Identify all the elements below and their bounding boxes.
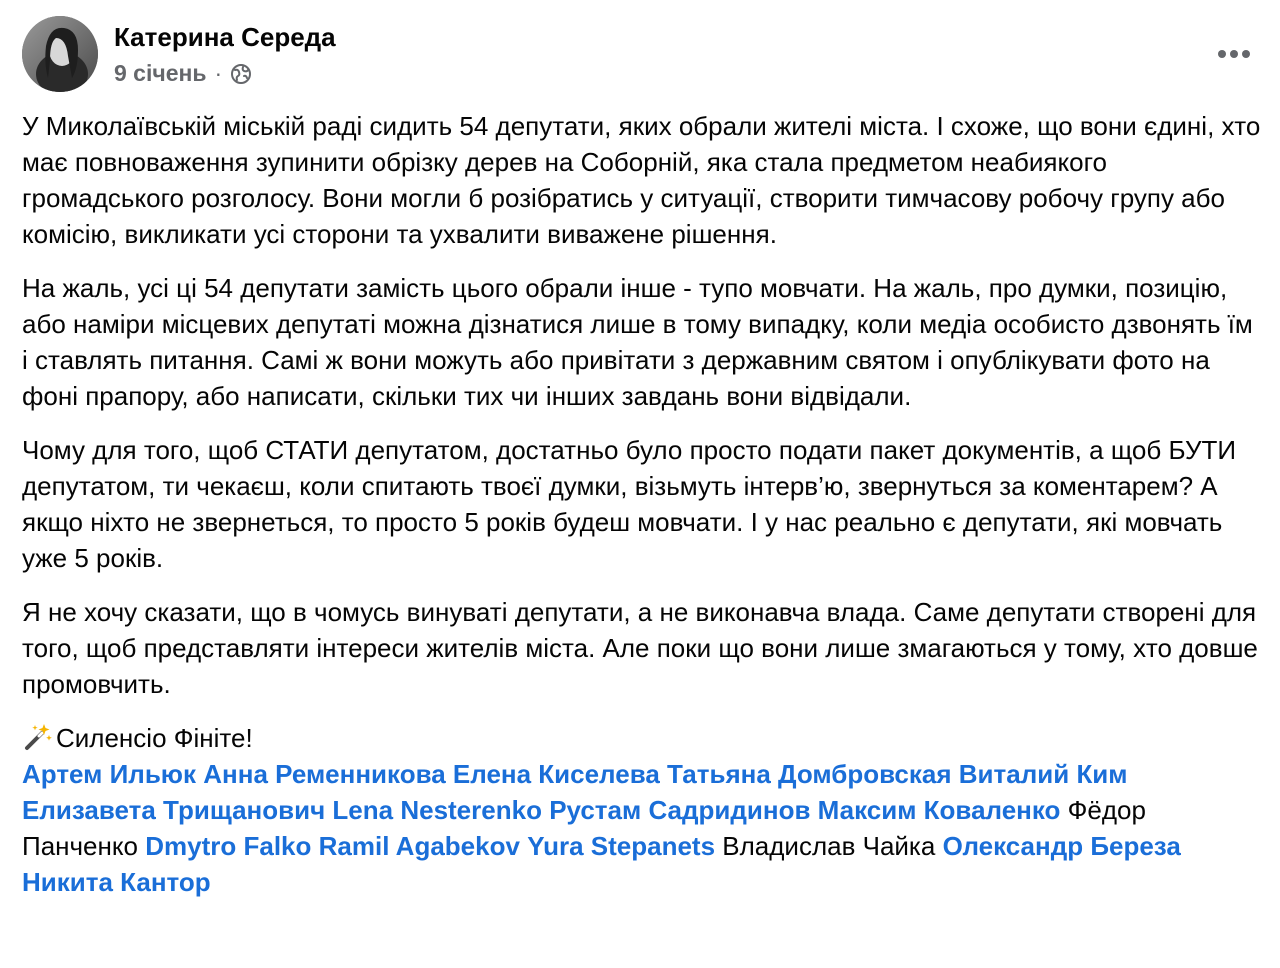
tagged-person-link[interactable]: Виталий Ким [958, 759, 1128, 789]
tagged-person-text: Владислав Чайка [722, 831, 936, 861]
tagged-person-link[interactable]: Олександр Береза [942, 831, 1181, 861]
tagged-person-link[interactable]: Татьяна Домбровская [667, 759, 952, 789]
post-date[interactable]: 9 січень [114, 60, 207, 86]
tagged-people [22, 759, 1181, 897]
author-name[interactable]: Катерина Середа [114, 22, 336, 52]
post-subline [114, 58, 336, 88]
tagged-person-link[interactable]: Артем Ильюк [22, 759, 197, 789]
ellipsis-icon [1217, 49, 1251, 59]
post-paragraph: Чому для того, щоб СТАТИ депутатом, достатньо було просто подати пакет документів, а щоб БУТИ депутатом, ти чекаєш, коли спитають твоєї думки, візьмуть інтерв’ю, звернуться за коментарем? А якщо ніхто не звернеться, то просто 5 років будеш мовчати. І у нас реально є депутати, які мовчать уже 5 років. [22, 435, 1237, 573]
tagged-person-link[interactable]: Максим Коваленко [817, 795, 1061, 825]
tagged-person-link[interactable]: Dmytro Falko [145, 831, 312, 861]
post-meta [114, 20, 336, 88]
tagged-person-link[interactable]: Рустам Садридинов [549, 795, 811, 825]
tagged-person-link[interactable]: Елена Киселева [452, 759, 660, 789]
post-paragraph: На жаль, усі ці 54 депутати замість цього обрали інше - тупо мовчати. На жаль, про думки, позицію, або наміри місцевих депутаті можна дізнатися лише в тому випадку, коли медіа особисто дзвонять їм і ставлять питання. Самі ж вони можуть або привітати з державним святом і опублікувати фото на фоні прапору, або написати, скільки тих чи інших завдань вони відвідали. [22, 273, 1253, 411]
post-closing [22, 720, 1262, 900]
tagged-person-link[interactable]: Lena Nesterenko [332, 795, 542, 825]
post-paragraph: Я не хочу сказати, що в чомусь винуваті депутати, а не виконавча влада. Саме депутати створені для того, щоб представляти інтереси жителів міста. Але поки що вони лише змагаються у тому, хто довше промовчить. [22, 597, 1258, 699]
post-body [22, 108, 1262, 900]
meta-separator: · [214, 60, 223, 86]
tagged-person-text: Фёдор Панченко [22, 795, 1146, 861]
tagged-person-link[interactable]: Елизавета Трищанович [22, 795, 326, 825]
tagged-person-link[interactable]: Yura Stepanets [527, 831, 716, 861]
post-options-button[interactable] [1214, 40, 1254, 68]
closing-text: Силенсіо Фініте! [56, 723, 253, 753]
avatar[interactable] [22, 16, 98, 92]
post-header [22, 16, 336, 92]
tagged-person-link[interactable]: Никита Кантор [22, 867, 211, 897]
globe-icon[interactable] [230, 62, 252, 84]
post-paragraph: У Миколаївській міській раді сидить 54 депутати, яких обрали жителі міста. І схоже, що вони єдині, хто має повноваження зупинити обрізку дерев на Соборній, яка стала предметом неабиякого громадського розголосу. Вони могли б розібратись у ситуації, створити тимчасову робочу групу або комісію, викликати усі сторони та ухвалити виважене рішення. [22, 111, 1261, 249]
tagged-person-link[interactable]: Ramil Agabekov [318, 831, 520, 861]
magic-wand-icon [22, 722, 52, 752]
tagged-person-link[interactable]: Анна Ременникова [203, 759, 446, 789]
